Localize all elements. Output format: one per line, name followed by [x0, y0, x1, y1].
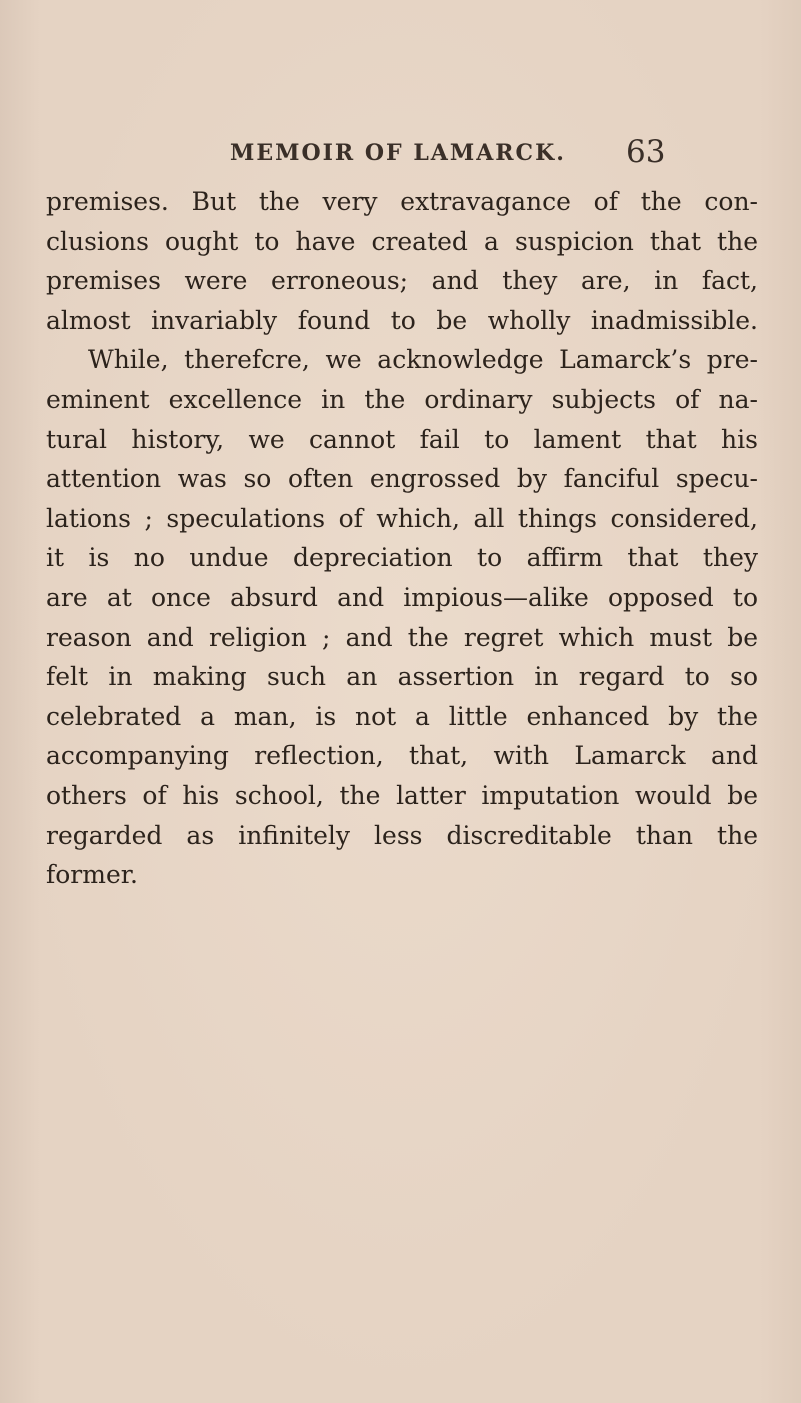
text-line: lations ; speculations of which, all things considered,: [46, 503, 758, 533]
text-line: premises were erroneous; and they are, in fact,: [46, 266, 758, 296]
text-line: attention was so often engrossed by fanciful specu-: [46, 464, 758, 494]
text-line: former.: [46, 860, 138, 890]
text-line: eminent excellence in the ordinary subjects of na-: [46, 384, 758, 414]
text-line: regarded as infinitely less discreditable than the: [46, 820, 758, 850]
page-number: 63: [626, 134, 666, 170]
text-line: clusions ought to have created a suspicion that the: [46, 226, 758, 256]
text-line: tural history, we cannot fail to lament that his: [46, 424, 758, 454]
text-line: it is no undue depreciation to affirm that they: [46, 543, 758, 573]
body-text: [46, 182, 758, 895]
text-line: almost invariably found to be wholly inadmissible.: [46, 305, 758, 335]
running-title: MEMOIR OF LAMARCK.: [230, 140, 566, 166]
text-line: premises. But the very extravagance of the con-: [46, 187, 758, 216]
text-line: others of his school, the latter imputation would be: [46, 780, 758, 810]
text-line: While, therefcre, we acknowledge Lamarck’s pre-: [88, 345, 758, 375]
text-line: accompanying reflection, that, with Lamarck and: [46, 741, 758, 771]
text-line: reason and religion ; and the regret which must be: [46, 622, 758, 652]
text-line: felt in making such an assertion in regard to so: [46, 662, 758, 692]
text-line: are at once absurd and impious—alike opposed to: [46, 582, 758, 612]
text-line: celebrated a man, is not a little enhanced by the: [46, 701, 758, 731]
